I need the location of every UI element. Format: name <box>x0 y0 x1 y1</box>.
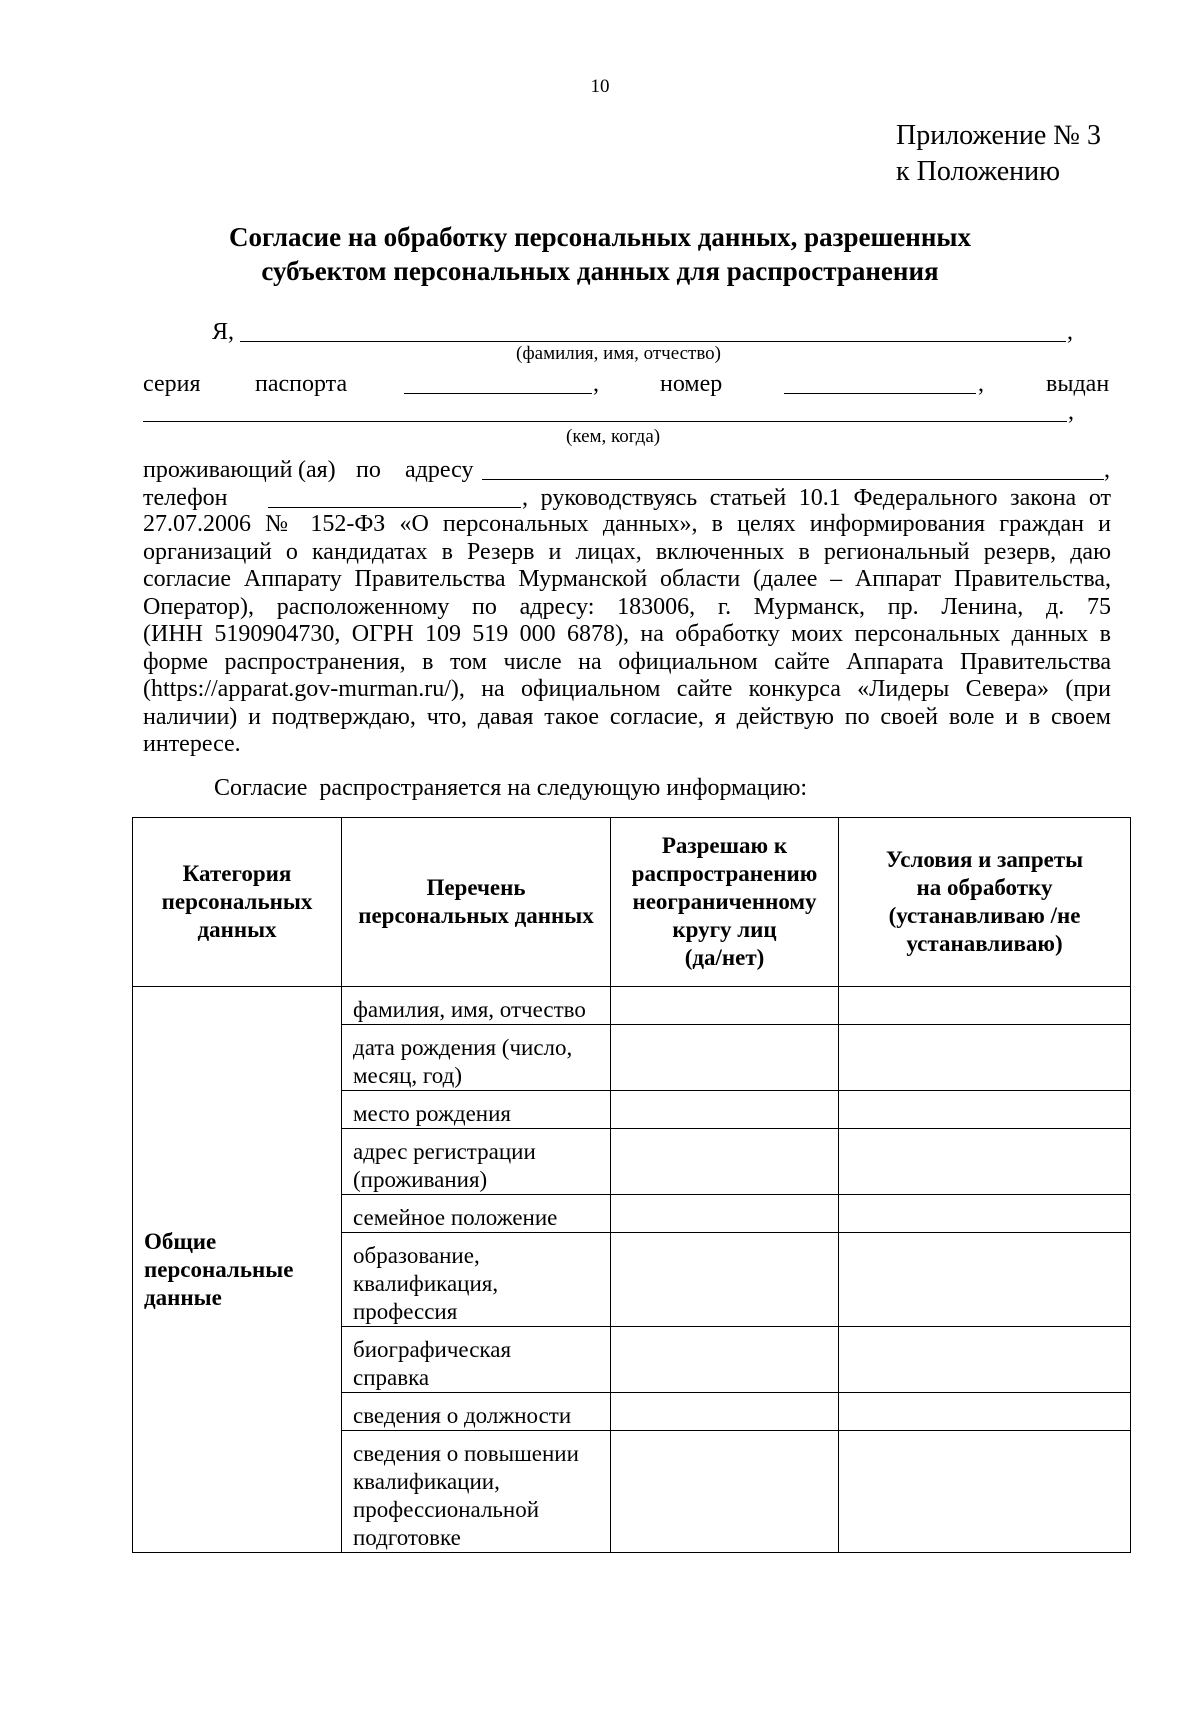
permission-cell[interactable] <box>611 1393 839 1431</box>
header-line: персональных <box>161 889 313 914</box>
header-line: устанавливаю) <box>906 931 1063 956</box>
comma: , <box>1068 399 1074 425</box>
fio-hint: (фамилия, имя, отчество) <box>516 343 722 364</box>
address-field[interactable] <box>482 479 1104 480</box>
title-line-1: Согласие на обработку персональных данных, разрешенных <box>229 222 971 252</box>
body-line: согласие Аппарату Правительства Мурманской области (далее – Аппарат Правительства, <box>143 566 1111 592</box>
conditions-cell[interactable] <box>839 1195 1131 1233</box>
header-line: на обработку <box>916 875 1053 900</box>
header-category <box>133 818 342 987</box>
conditions-cell[interactable] <box>839 1025 1131 1091</box>
body-line: наличии) и подтверждаю, что, давая такое согласие, я действую по своей воле и в своем <box>143 703 1111 730</box>
table-row <box>133 987 1131 1025</box>
header-line: распространению <box>631 861 818 886</box>
data-item-cell <box>342 1327 611 1393</box>
conditions-cell[interactable] <box>839 1129 1131 1195</box>
data-item-line: образование, <box>353 1243 480 1268</box>
category-line: персональные <box>144 1256 294 1282</box>
permission-cell[interactable] <box>611 1233 839 1327</box>
comma: , <box>593 371 599 397</box>
header-line: данных <box>197 917 277 942</box>
issuer-field[interactable] <box>143 421 1067 422</box>
series-label: серия <box>143 371 201 397</box>
header-line: Перечень <box>426 875 526 900</box>
body-line: форме распространения, в том числе на официальном сайте Аппарата Правительства <box>143 648 1111 675</box>
data-item-cell <box>342 1195 611 1233</box>
data-item-line: профессиональной <box>353 1497 540 1522</box>
data-item-cell <box>342 1129 611 1195</box>
data-item-cell <box>342 1233 611 1327</box>
header-line: неограниченному <box>632 889 817 914</box>
passport-number-field[interactable] <box>784 393 976 394</box>
data-item-line: квалификация, <box>353 1271 499 1296</box>
permission-cell[interactable] <box>611 1091 839 1129</box>
header-line: Разрешаю к <box>661 833 788 858</box>
body-line: 27.07.2006 № 152-ФЗ «О персональных данных», в целях информирования граждан и <box>143 511 1111 537</box>
data-item-cell <box>342 1431 611 1553</box>
body-line: (https://apparat.gov-murman.ru/), на официальном сайте конкурса «Лидеры Севера» (при <box>143 676 1111 702</box>
data-item-cell <box>342 1091 611 1129</box>
issued-label: выдан <box>1046 371 1110 397</box>
page-number: 10 <box>590 76 610 97</box>
title-line-2: субъектом персональных данных для распространения <box>261 256 939 286</box>
data-item-cell <box>342 1025 611 1091</box>
data-item-line: профессия <box>353 1299 458 1324</box>
permission-cell[interactable] <box>611 1129 839 1195</box>
annex-line-2: к Положению <box>896 156 1061 187</box>
living-label-1: проживающий <box>143 457 293 483</box>
annex-label <box>896 118 1101 190</box>
living-label-3: по <box>356 457 381 483</box>
data-item-line: сведения о повышении <box>353 1441 579 1466</box>
body-line: (ИНН 5190904730, ОГРН 109 519 000 6878), на обработку моих персональных данных в <box>143 621 1111 647</box>
living-label-2: (ая) <box>298 457 336 483</box>
data-item-cell <box>342 987 611 1025</box>
data-item-line: семейное положение <box>353 1205 558 1230</box>
consent-table <box>132 817 1131 1553</box>
conditions-cell[interactable] <box>839 987 1131 1025</box>
data-item-line: (проживания) <box>353 1167 488 1192</box>
table-header-row <box>133 818 1131 987</box>
data-item-line: дата рождения (число, <box>353 1035 573 1060</box>
document-title <box>140 220 1060 288</box>
conditions-cell[interactable] <box>839 1431 1131 1553</box>
conditions-cell[interactable] <box>839 1393 1131 1431</box>
annex-line-1: Приложение № 3 <box>896 120 1101 151</box>
data-item-line: фамилия, имя, отчество <box>353 997 586 1022</box>
phone-field[interactable] <box>268 507 521 508</box>
data-item-line: биографическая <box>353 1337 512 1362</box>
conditions-cell[interactable] <box>839 1091 1131 1129</box>
phone-label: телефон <box>143 485 228 511</box>
data-item-line: сведения о должности <box>353 1403 572 1428</box>
comma: , <box>1067 319 1073 345</box>
conditions-cell[interactable] <box>839 1233 1131 1327</box>
header-line: персональных данных <box>358 903 594 928</box>
data-item-line: месяц, год) <box>353 1063 462 1088</box>
phone-tail: , руководствуясь статьей 10.1 Федерального закона от <box>522 485 1111 511</box>
number-label: номер <box>660 371 723 397</box>
header-list <box>342 818 611 987</box>
data-item-line: справка <box>353 1365 430 1390</box>
conditions-cell[interactable] <box>839 1327 1131 1393</box>
permission-cell[interactable] <box>611 1025 839 1091</box>
header-line: Категория <box>182 861 292 886</box>
permission-cell[interactable] <box>611 987 839 1025</box>
living-label-4: адресу <box>405 457 474 483</box>
permission-cell[interactable] <box>611 1327 839 1393</box>
header-line: Условия и запреты <box>885 847 1084 872</box>
header-line: (да/нет) <box>684 945 765 970</box>
permission-cell[interactable] <box>611 1195 839 1233</box>
category-line: Общие <box>144 1228 217 1254</box>
category-cell <box>133 987 342 1553</box>
header-line: (устанавливаю /не <box>888 903 1081 928</box>
category-line: данные <box>144 1284 222 1310</box>
body-line: интересе. <box>143 731 241 757</box>
i-label: Я, <box>212 319 235 345</box>
data-item-line: адрес регистрации <box>353 1139 536 1164</box>
fio-field[interactable] <box>240 341 1066 342</box>
issuer-hint: (кем, когда) <box>566 426 661 447</box>
header-line: кругу лиц <box>672 917 777 942</box>
data-item-cell <box>342 1393 611 1431</box>
passport-label: паспорта <box>255 371 348 397</box>
passport-series-field[interactable] <box>404 393 592 394</box>
consent-intro: Согласие распространяется на следующую информацию: <box>214 775 808 801</box>
data-item-line: место рождения <box>353 1101 511 1126</box>
body-line: Оператор), расположенному по адресу: 183006, г. Мурманск, пр. Ленина, д. 75 <box>143 593 1111 620</box>
data-item-line: подготовке <box>353 1525 461 1550</box>
comma: , <box>1104 457 1110 483</box>
comma: , <box>978 371 984 397</box>
permission-cell[interactable] <box>611 1431 839 1553</box>
header-conditions <box>839 818 1131 987</box>
header-permission <box>611 818 839 987</box>
body-line: организаций о кандидатах в Резерв и лицах, включенных в региональный резерв, даю <box>143 538 1111 565</box>
data-item-line: квалификации, <box>353 1469 500 1494</box>
